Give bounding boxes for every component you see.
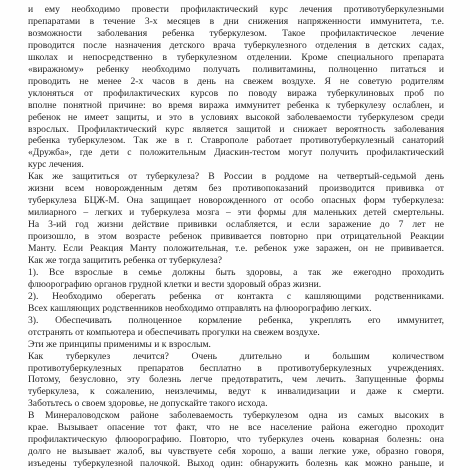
- text-line: вполне понятной причине: во время виража иммунитет ребенка к туберкулезу ослаблен, и: [28, 99, 444, 111]
- text-line: туберкулеза, к сожалению, неизлечимы, ведут к инвалидизации и даже к смерти.: [28, 386, 444, 398]
- text-line: Эти же принципы применимы и к взрослым.: [28, 338, 211, 350]
- text-line: Как туберкулез лечится? Очень длительно и большим количеством: [28, 350, 444, 362]
- text-line: Манту. Если Реакция Манту положительная, т.е. ребенок уже заражен, он не прививается.: [28, 243, 444, 254]
- text-line: курс лечения.: [28, 159, 84, 171]
- text-line: школах и непосредственно в туберкулезном отделении. Кроме специального препарата: [28, 51, 444, 63]
- text-line: На 3-ий год жизни действие прививки ослабляется, и если заражение до 7 лет не: [28, 219, 444, 231]
- text-line: проводится после назначения детского врача туберкулезного отделения в детских садах,: [28, 39, 444, 51]
- text-line: произошло, в этом возрасте ребенок прививается повторно при отрицательной Реакции: [28, 231, 444, 243]
- text-line: взрослых. Профилактический курс является защитой и снижает вероятность заболевания: [28, 123, 444, 135]
- text-line: «Дружба», где дети с положительным Диаскин-тестом могут получить профилактический: [28, 147, 444, 159]
- text-line: 3). Обеспечивать полноценное кормление ребенка, укреплять его иммунитет,: [28, 314, 444, 326]
- text-line: проводить не менее 2-х часов в день на свежем воздухе. Я не советую родителям: [28, 75, 444, 87]
- text-line: Потому, безусловно, эту болезнь легче предотвратить, чем лечить. Запущенные формы: [28, 374, 444, 386]
- text-line: туберкулеза БЦЖ-М. Она защищает новорожденного от особо опасных форм туберкулеза:: [28, 195, 444, 207]
- text-line: препаратами в течение 3-х месяцев в дни снижения напряженности иммунитета, т.е.: [28, 15, 444, 27]
- text-line: милиарного – легких и туберкулеза мозга – эти формы для маленьких детей смертельны.: [28, 207, 444, 219]
- text-line: Как же тогда защитить ребенка от туберкулеза?: [28, 254, 223, 266]
- text-line: профилактическую флюорографию. Повторю, что туберкулез очень коварная болезнь: она: [28, 434, 444, 446]
- text-line: и ему необходимо провести профилактический курс лечения противотуберкулезными: [28, 4, 444, 15]
- text-line: Всех кашляющих родственников необходимо отправлять на флюорографию легких.: [28, 302, 372, 314]
- text-line: изъедены туберкулезной палочкой. Выход один: обнаружить болезнь как можно раньше, и: [28, 458, 444, 470]
- text-line: Как же защититься от туберкулеза? В России в роддоме на четвертый-седьмой день: [28, 171, 444, 183]
- text-line: В Минераловодском районе заболеваемость туберкулезом одна из самых высоких в: [28, 410, 444, 422]
- text-line: 2). Необходимо оберегать ребенка от контакта с кашляющими родственниками.: [28, 290, 444, 302]
- text-line: возможности заболевания ребенка туберкулезом. Такое профилактическое лечение: [28, 27, 444, 39]
- text-line: отстранять от компьютера и обеспечивать прогулки на свежем воздухе.: [28, 326, 320, 338]
- text-line: «виражному» ребенку необходимо получать поливитамины, полноценно питаться и: [28, 63, 444, 75]
- text-line: долго не вызывает жалоб, вы чувствуете себя хорошо, а ваши легкие уже, образно говоря,: [28, 446, 444, 458]
- text-line: Заботьтесь о своем здоровье, не допускайте такого исхода.: [28, 398, 268, 410]
- text-line: 1). Все взрослые в семье должны быть здоровы, а так же ежегодно проходить: [28, 266, 444, 278]
- text-line: уклоняться от профилактических курсов по поводу виража туберкулиновых проб по: [28, 87, 444, 99]
- text-line: противотуберкулезных препаратов бесплатно в противотуберкулезных учреждениях.: [28, 362, 444, 374]
- text-line: крае. Вызывает опасение тот факт, что не все население района ежегодно проходит: [28, 422, 444, 434]
- text-line: ребенок не имеет защиты, и это в условиях высокой заболеваемости туберкулезом среди: [28, 111, 444, 123]
- text-line: флюорографию органов грудной клетки и вести здоровый образ жизни.: [28, 278, 322, 290]
- text-line: жизни всем новорожденным детям без противопоказаний производится прививка от: [28, 183, 444, 195]
- text-line: ребенка туберкулезом. Так же в г. Ставрополе работает противотуберкулезный санаторий: [28, 135, 444, 147]
